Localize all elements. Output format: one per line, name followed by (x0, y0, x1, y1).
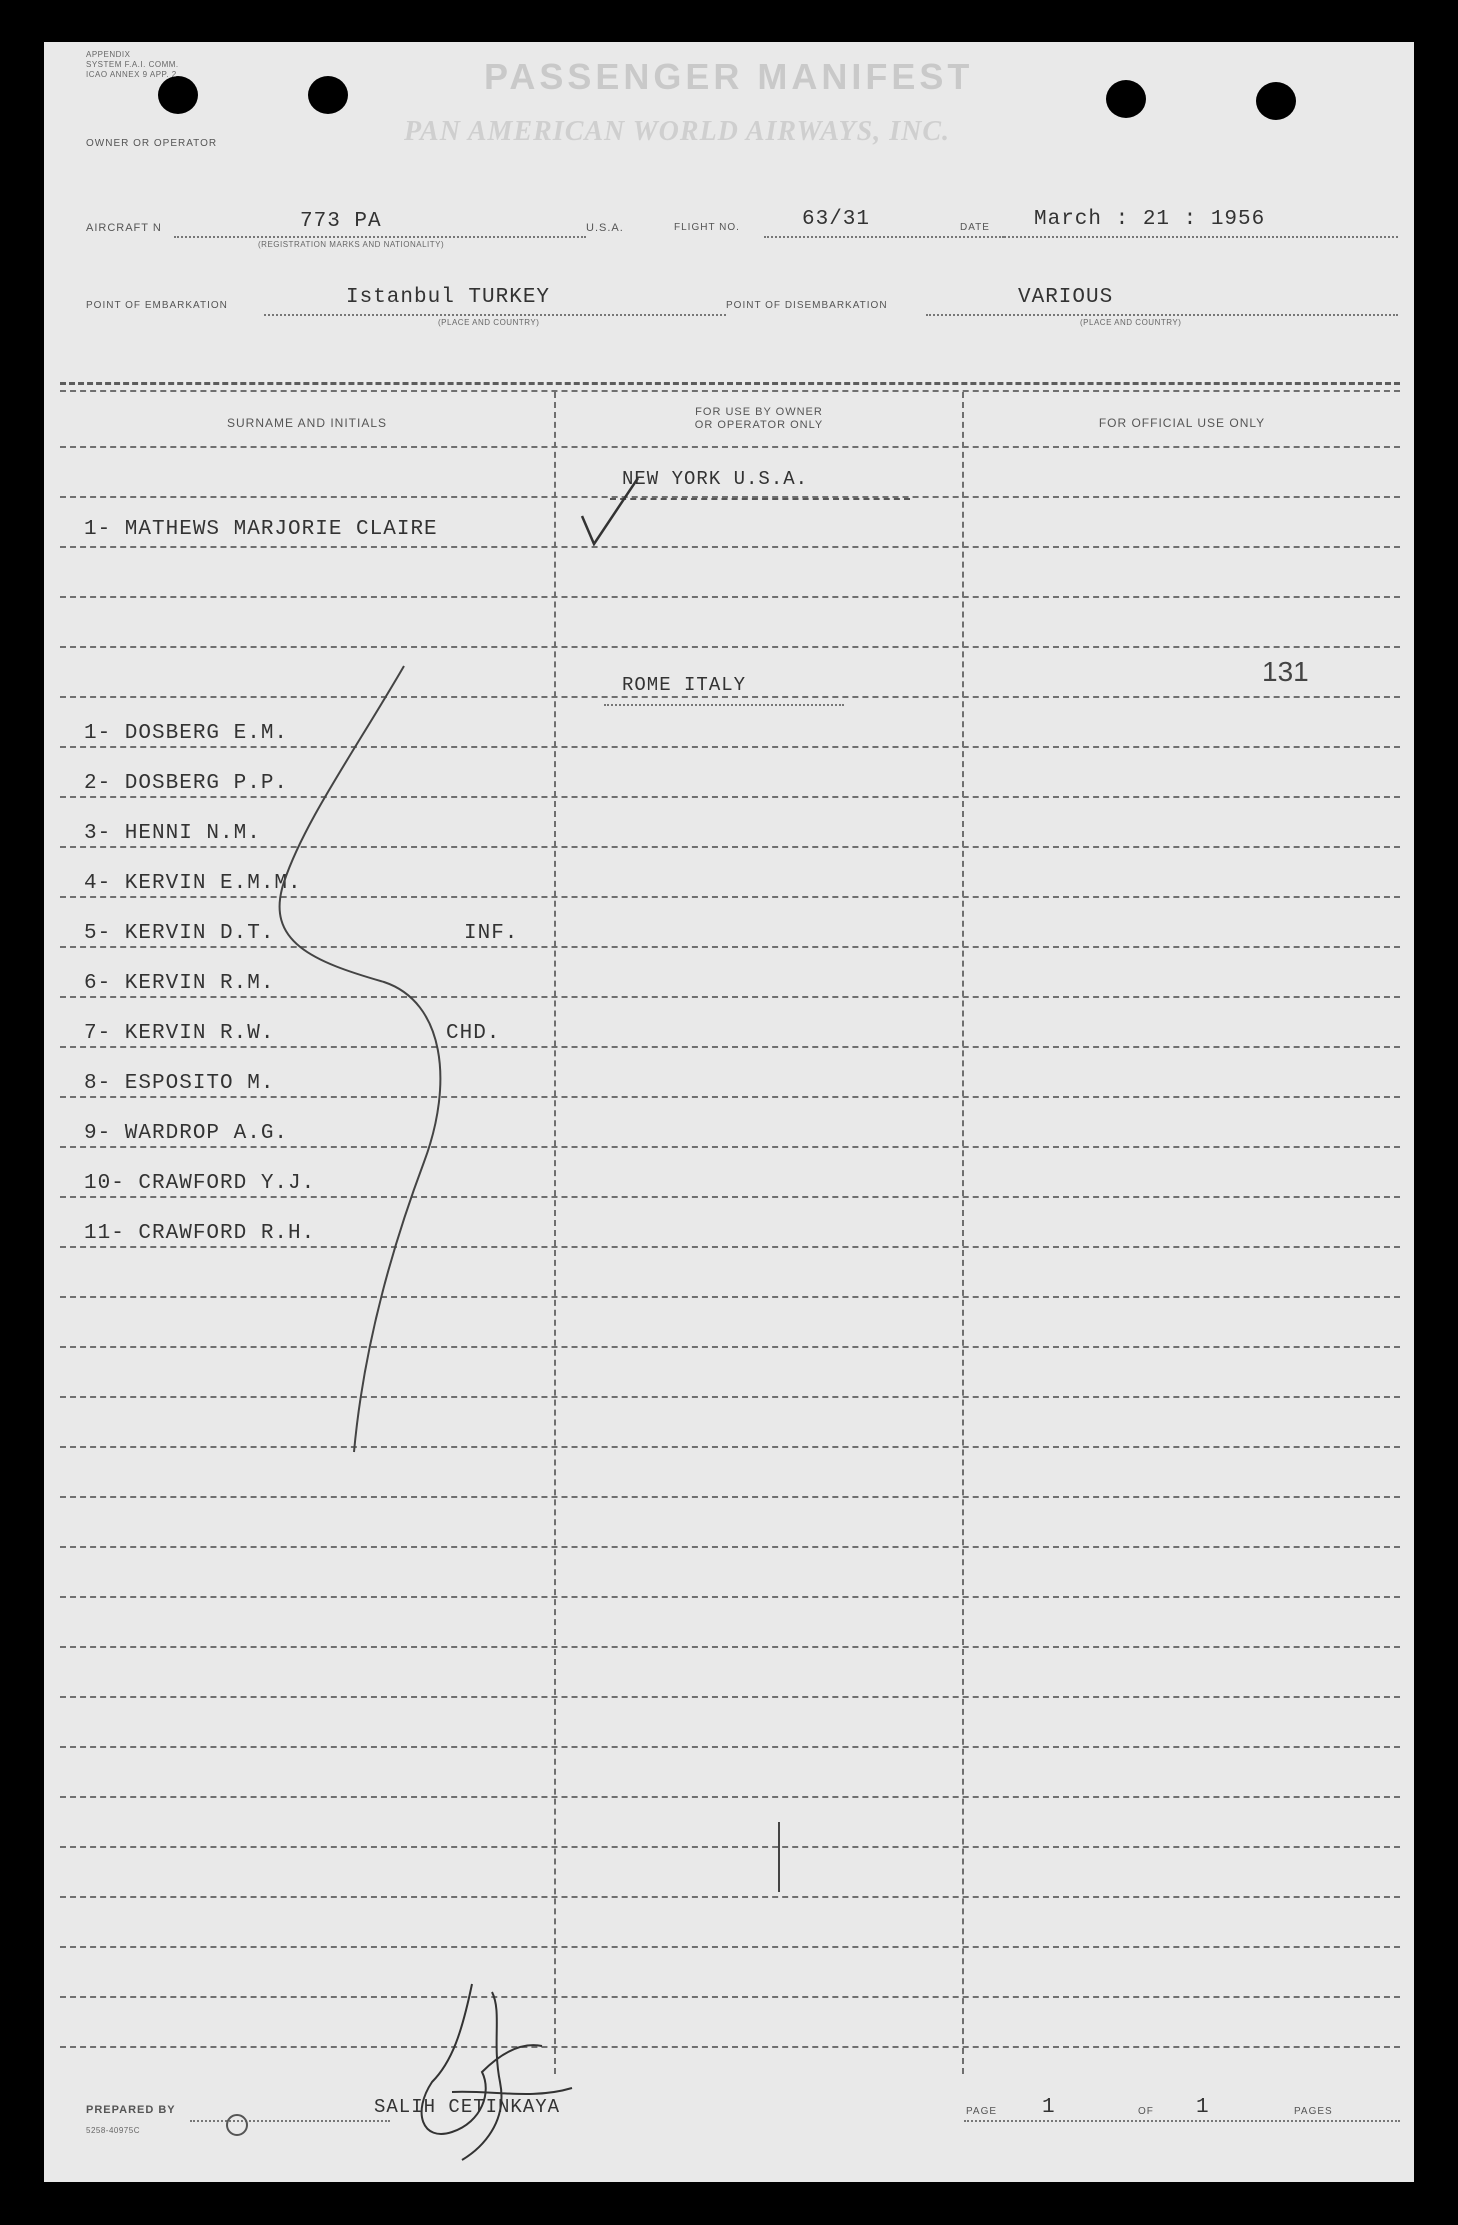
ruled-line (60, 646, 1400, 648)
passenger-entry: 5- KERVIN D.T. (84, 922, 275, 945)
passenger-entry: 2- DOSBERG P.P. (84, 772, 289, 795)
passenger-entry: 1- MATHEWS MARJORIE CLAIRE (84, 518, 438, 541)
date-value: March : 21 : 1956 (1034, 208, 1266, 231)
ruled-line (60, 1746, 1400, 1748)
of-label: OF (1138, 2106, 1154, 2117)
prepared-value: SALIH CETINKAYA (374, 2096, 561, 2118)
aircraft-value: 773 PA (300, 210, 382, 233)
passenger-note: INF. (464, 922, 519, 945)
page-label: PAGE (966, 2106, 998, 2117)
handwritten-line (194, 662, 494, 1462)
corner-note: ICAO ANNEX 9 APP. 2 (86, 70, 177, 79)
ruled-line (60, 596, 1400, 598)
page-value: 1 (1042, 2096, 1056, 2119)
embarkation-value: Istanbul TURKEY (346, 286, 551, 309)
passenger-entry: 7- KERVIN R.W. (84, 1022, 275, 1045)
of-value: 1 (1196, 2096, 1210, 2119)
operator-name: PAN AMERICAN WORLD AIRWAYS, INC. (404, 116, 951, 147)
seal-icon (226, 2114, 248, 2136)
corner-note: APPENDIX (86, 50, 131, 59)
ruled-line (60, 1546, 1400, 1548)
passenger-entry: 1- DOSBERG E.M. (84, 722, 289, 745)
punch-hole (1106, 80, 1146, 118)
ruled-line (60, 2046, 1400, 2048)
passenger-note: CHD. (446, 1022, 501, 1045)
form-title: PASSENGER MANIFEST (484, 56, 974, 97)
passenger-entry: 10- CRAWFORD Y.J. (84, 1172, 316, 1195)
ruled-line (60, 1896, 1400, 1898)
ruled-line (60, 1646, 1400, 1648)
prepared-label: PREPARED BY (86, 2104, 176, 2116)
punch-hole (1256, 82, 1296, 120)
punch-hole (158, 76, 198, 114)
flight-value: 63/31 (802, 208, 871, 231)
ruled-line (60, 1796, 1400, 1798)
manifest-page (44, 42, 1414, 2182)
disembarkation-label: POINT OF DISEMBARKATION (726, 300, 888, 311)
disembarkation-value: VARIOUS (1018, 286, 1114, 309)
passenger-entry: 4- KERVIN E.M.M. (84, 872, 302, 895)
destination-new-york: NEW YORK U.S.A. (622, 468, 809, 490)
signature (392, 1972, 592, 2172)
date-label: DATE (960, 222, 990, 233)
ruled-line (60, 1696, 1400, 1698)
ruled-line (60, 546, 1400, 548)
checkmark-icon (578, 472, 648, 552)
embarkation-label: POINT OF EMBARKATION (86, 300, 228, 311)
passenger-entry: 11- CRAWFORD R.H. (84, 1222, 316, 1245)
passenger-entry: 8- ESPOSITO M. (84, 1072, 275, 1095)
column-header-official: FOR OFFICIAL USE ONLY (1098, 416, 1266, 430)
embarkation-sub: (PLACE AND COUNTRY) (438, 318, 540, 327)
pen-mark (778, 1822, 780, 1892)
ruled-line (60, 1946, 1400, 1948)
passenger-entry: 6- KERVIN R.M. (84, 972, 275, 995)
aircraft-sub: (REGISTRATION MARKS AND NATIONALITY) (258, 240, 445, 249)
aircraft-label: AIRCRAFT N (86, 222, 162, 234)
operator-label: OWNER OR OPERATOR (86, 138, 218, 149)
corner-note: SYSTEM F.A.I. COMM. (86, 60, 179, 69)
flight-label: FLIGHT NO. (674, 222, 740, 233)
passenger-entry: 3- HENNI N.M. (84, 822, 261, 845)
destination-rome: ROME ITALY (622, 674, 747, 696)
country-label: U.S.A. (586, 222, 624, 234)
stamp-number: 131 (1262, 656, 1309, 687)
ruled-line (60, 1596, 1400, 1598)
ruled-line (60, 1996, 1400, 1998)
ruled-line (60, 446, 1400, 448)
column-header-owner-1: FOR USE BY OWNER (695, 406, 823, 418)
column-header-owner-2: OR OPERATOR ONLY (694, 419, 824, 431)
punch-hole (308, 76, 348, 114)
passenger-entry: 9- WARDROP A.G. (84, 1122, 289, 1145)
disembarkation-sub: (PLACE AND COUNTRY) (1080, 318, 1182, 327)
ruled-line (60, 1496, 1400, 1498)
ruled-line (60, 1846, 1400, 1848)
pages-label: PAGES (1294, 2106, 1333, 2117)
column-header-surname: SURNAME AND INITIALS (226, 416, 388, 430)
form-number: 5258-40975C (86, 2126, 140, 2135)
